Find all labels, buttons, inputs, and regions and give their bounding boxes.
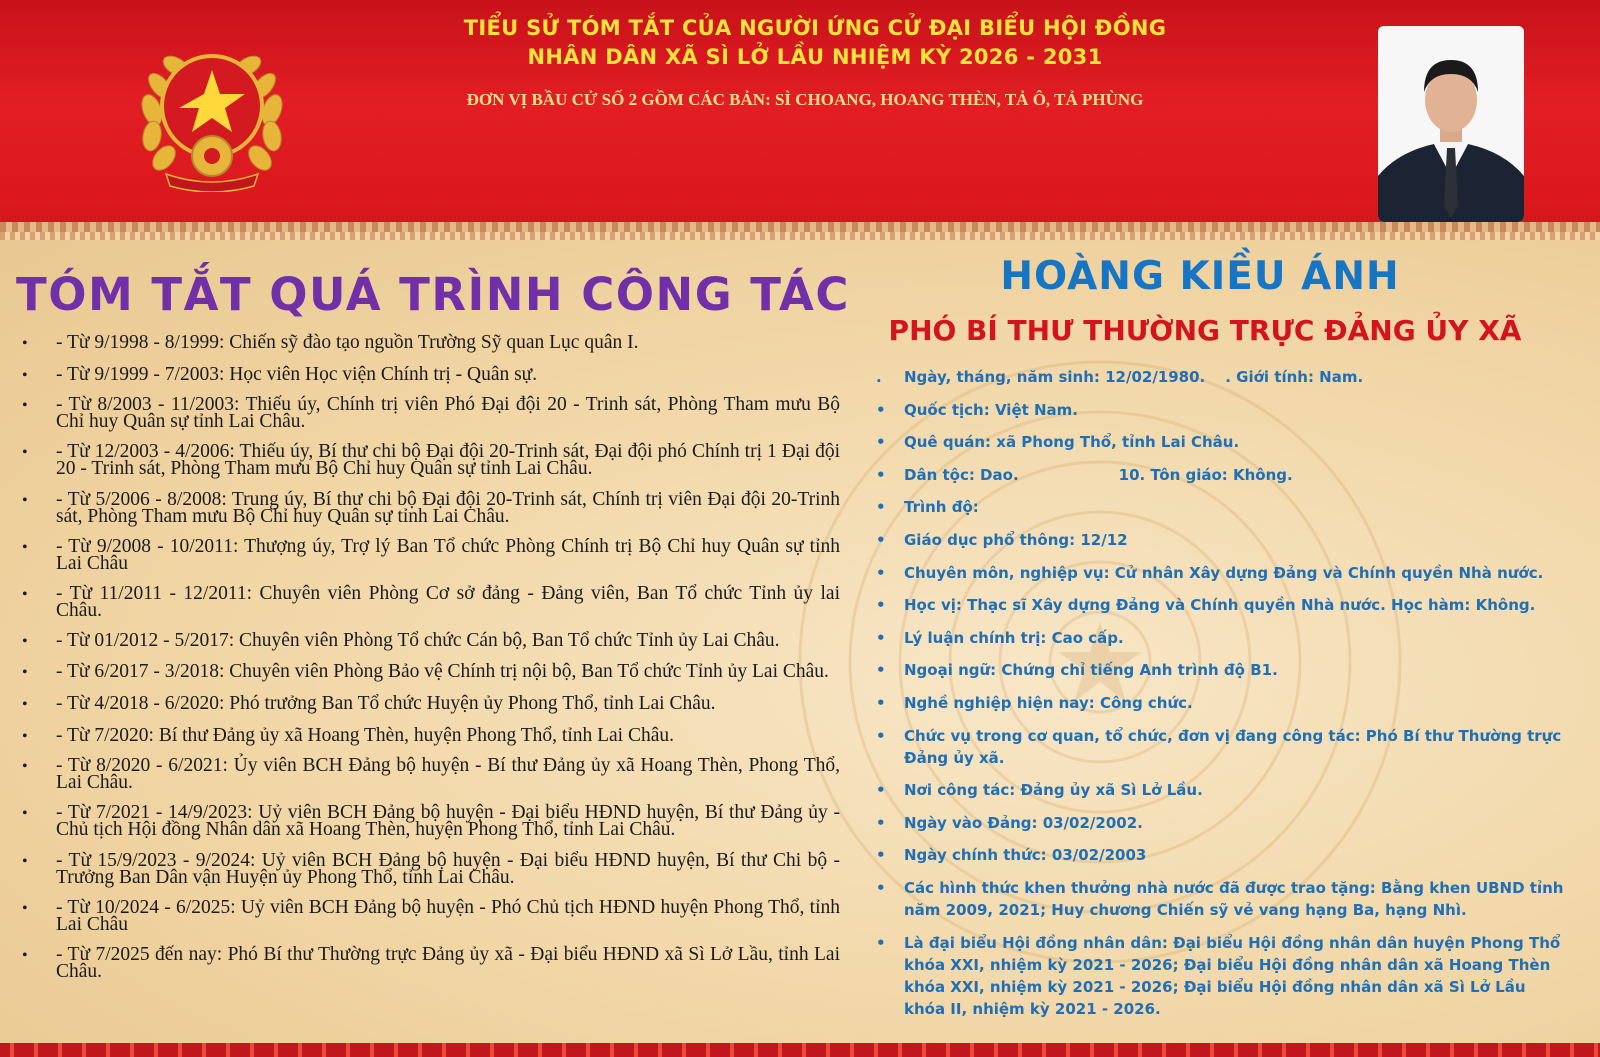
- info-workplace: • Nơi công tác: Đảng ủy xã Sì Lở Lầu.: [868, 779, 1568, 801]
- info-degree: • Học vị: Thạc sĩ Xây dựng Đảng và Chính quyền Nhà nước. Học hàm: Không.: [868, 594, 1568, 616]
- work-history-item: • - Từ 7/2025 đến nay: Phó Bí thư Thường trực Đảng ủy xã - Đại biểu HĐND xã Sì Lở Lầu, tỉnh Lai Châu.: [18, 946, 840, 980]
- candidate-info-list: [868, 366, 1568, 1030]
- info-nationality: • Quốc tịch: Việt Nam.: [868, 399, 1568, 421]
- info-religion-text: 10. Tôn giáo: Không.: [1118, 465, 1293, 484]
- work-history-list: [18, 332, 840, 994]
- work-history-item: • - Từ 7/2020: Bí thư Đảng ủy xã Hoang Thèn, huyện Phong Thổ, tỉnh Lai Châu.: [18, 725, 840, 747]
- decorative-border-bottom: [0, 1043, 1600, 1057]
- work-history-item: • - Từ 10/2024 - 6/2025: Uỷ viên BCH Đảng bộ huyện - Phó Chủ tịch HĐND huyện Phong Thổ, tỉnh Lai Châu: [18, 899, 840, 933]
- header-title-line1: TIỂU SỬ TÓM TẮT CỦA NGƯỜI ỨNG CỬ ĐẠI BIỂU HỘI ĐỒNG: [463, 16, 1167, 40]
- info-delegate: • Là đại biểu Hội đồng nhân dân: Đại biểu Hội đồng nhân dân huyện Phong Thổ khóa XXI, nhiệm kỳ 2021 - 2026; Đại biểu Hội đồng nhân dân xã Hoang Thèn khóa XXI, nhiệm kỳ 2021 - 2026; Đại biểu Hội đồng nhân dân xã Sì Lở Lầu khóa II, nhiệm kỳ 2021 - 2026.: [868, 932, 1568, 1020]
- info-dob: [868, 366, 1568, 388]
- work-history-item: • - Từ 01/2012 - 5/2017: Chuyên viên Phòng Tổ chức Cán bộ, Ban Tổ chức Tỉnh ủy Lai Châu.: [18, 632, 840, 649]
- work-history-item: • - Từ 5/2006 - 8/2008: Trung úy, Bí thư chi bộ Đại đội 20-Trinh sát, Chính trị viên Đại đội 20-Trinh sát, Phòng Tham mưu Bộ Chỉ huy Quân sự tỉnh Lai Châu.: [18, 491, 840, 525]
- info-ethnicity: [868, 464, 1568, 486]
- decorative-border-top: [0, 232, 1600, 240]
- work-history-item: • - Từ 7/2021 - 14/9/2023: Uỷ viên BCH Đảng bộ huyện - Đại biểu HĐND huyện, Bí thư Đảng ủy - Chủ tịch Hội đồng Nhân dân xã Hoang Thèn, huyện Phong Thổ, tỉnh Lai Châu.: [18, 804, 840, 838]
- content-panel: [0, 232, 1600, 1057]
- work-history-title: TÓM TẮT QUÁ TRÌNH CÔNG TÁC: [16, 268, 850, 321]
- candidate-position: PHÓ BÍ THƯ THƯỜNG TRỰC ĐẢNG ỦY XÃ: [888, 314, 1522, 347]
- work-history-item: • - Từ 4/2018 - 6/2020: Phó trưởng Ban Tổ chức Huyện ủy Phong Thổ, tỉnh Lai Châu.: [18, 693, 840, 715]
- info-political-theory: • Lý luận chính trị: Cao cấp.: [868, 627, 1568, 649]
- work-history-item: • - Từ 12/2003 - 4/2006: Thiếu úy, Bí thư chi bộ Đại đội 20-Trinh sát, Đại đội phó Chính trị 1 Đại đội 20 - Trinh sát, Phòng Tham mưu Bộ Chỉ huy Quân sự tỉnh Lai Châu.: [18, 443, 840, 477]
- work-history-item: • - Từ 8/2020 - 6/2021: Ủy viên BCH Đảng bộ huyện - Bí thư Đảng ủy xã Hoang Thèn, Phong Thổ, Lai Châu.: [18, 757, 840, 791]
- info-gender-text: . Giới tính: Nam.: [1225, 368, 1364, 386]
- info-party-join-date: • Ngày vào Đảng: 03/02/2002.: [868, 812, 1568, 834]
- header-title: [340, 14, 1290, 72]
- header-title-line2: NHÂN DÂN XÃ SÌ LỞ LẦU NHIỆM KỲ 2026 - 2031: [527, 45, 1103, 69]
- info-ethnicity-text: Dân tộc: Dao.: [904, 465, 1019, 484]
- work-history-item: • - Từ 9/2008 - 10/2011: Thượng úy, Trợ lý Ban Tổ chức Phòng Chính trị Bộ Chỉ huy Quân sự tỉnh Lai Châu: [18, 538, 840, 572]
- candidate-name: HOÀNG KIỀU ÁNH: [1000, 254, 1400, 299]
- work-history-item: • - Từ 9/1998 - 8/1999: Chiến sỹ đào tạo nguồn Trường Sỹ quan Lục quân I.: [18, 332, 840, 354]
- header-subtitle: ĐƠN VỊ BẦU CỬ SỐ 2 GỒM CÁC BẢN: SÌ CHOANG, HOANG THÈN, TẢ Ô, TẢ PHÙNG: [466, 90, 1144, 109]
- work-history-item: • - Từ 6/2017 - 3/2018: Chuyên viên Phòng Bảo vệ Chính trị nội bộ, Ban Tổ chức Tỉnh ủy Lai Châu.: [18, 663, 840, 680]
- work-history-item: • - Từ 9/1999 - 7/2003: Học viên Học viện Chính trị - Quân sự.: [18, 364, 840, 386]
- info-hometown: • Quê quán: xã Phong Thổ, tỉnh Lai Châu.: [868, 431, 1568, 453]
- info-specialty: • Chuyên môn, nghiệp vụ: Cử nhân Xây dựng Đảng và Chính quyền Nhà nước.: [868, 562, 1568, 584]
- info-awards: • Các hình thức khen thưởng nhà nước đã được trao tặng: Bằng khen UBND tỉnh năm 2009, 2021; Huy chương Chiến sỹ vẻ vang hạng Ba, hạng Nhì.: [868, 877, 1568, 921]
- national-emblem-icon: [136, 40, 288, 192]
- header-banner: [0, 0, 1600, 232]
- work-history-item: • - Từ 8/2003 - 11/2003: Thiếu úy, Chính trị viên Phó Đại đội 20 - Trinh sát, Phòng Tham mưu Bộ Chỉ huy Quân sự tỉnh Lai Châu.: [18, 396, 840, 430]
- info-current-post: • Chức vụ trong cơ quan, tổ chức, đơn vị đang công tác: Phó Bí thư Thường trực Đảng ủy xã.: [868, 725, 1568, 769]
- work-history-item: • - Từ 11/2011 - 12/2011: Chuyên viên Phòng Cơ sở đảng - Đảng viên, Ban Tổ chức Tỉnh ủy lai Châu.: [18, 585, 840, 619]
- info-occupation: • Nghề nghiệp hiện nay: Công chức.: [868, 692, 1568, 714]
- info-dob-text: Ngày, tháng, năm sinh: 12/02/1980.: [904, 368, 1206, 386]
- info-foreign-language: • Ngoại ngữ: Chứng chỉ tiếng Anh trình độ B1.: [868, 659, 1568, 681]
- info-official-date: • Ngày chính thức: 03/02/2003: [868, 844, 1568, 866]
- info-education-level: • Trình độ:: [868, 496, 1568, 518]
- work-history-item: • - Từ 15/9/2023 - 9/2024: Uỷ viên BCH Đảng bộ huyện - Đại biểu HĐND huyện, Bí thư Chi bộ - Trưởng Ban Dân vận Huyện ủy Phong Thổ, tỉnh Lai Châu.: [18, 852, 840, 886]
- candidate-portrait: [1378, 26, 1524, 222]
- info-general-education: • Giáo dục phổ thông: 12/12: [868, 529, 1568, 551]
